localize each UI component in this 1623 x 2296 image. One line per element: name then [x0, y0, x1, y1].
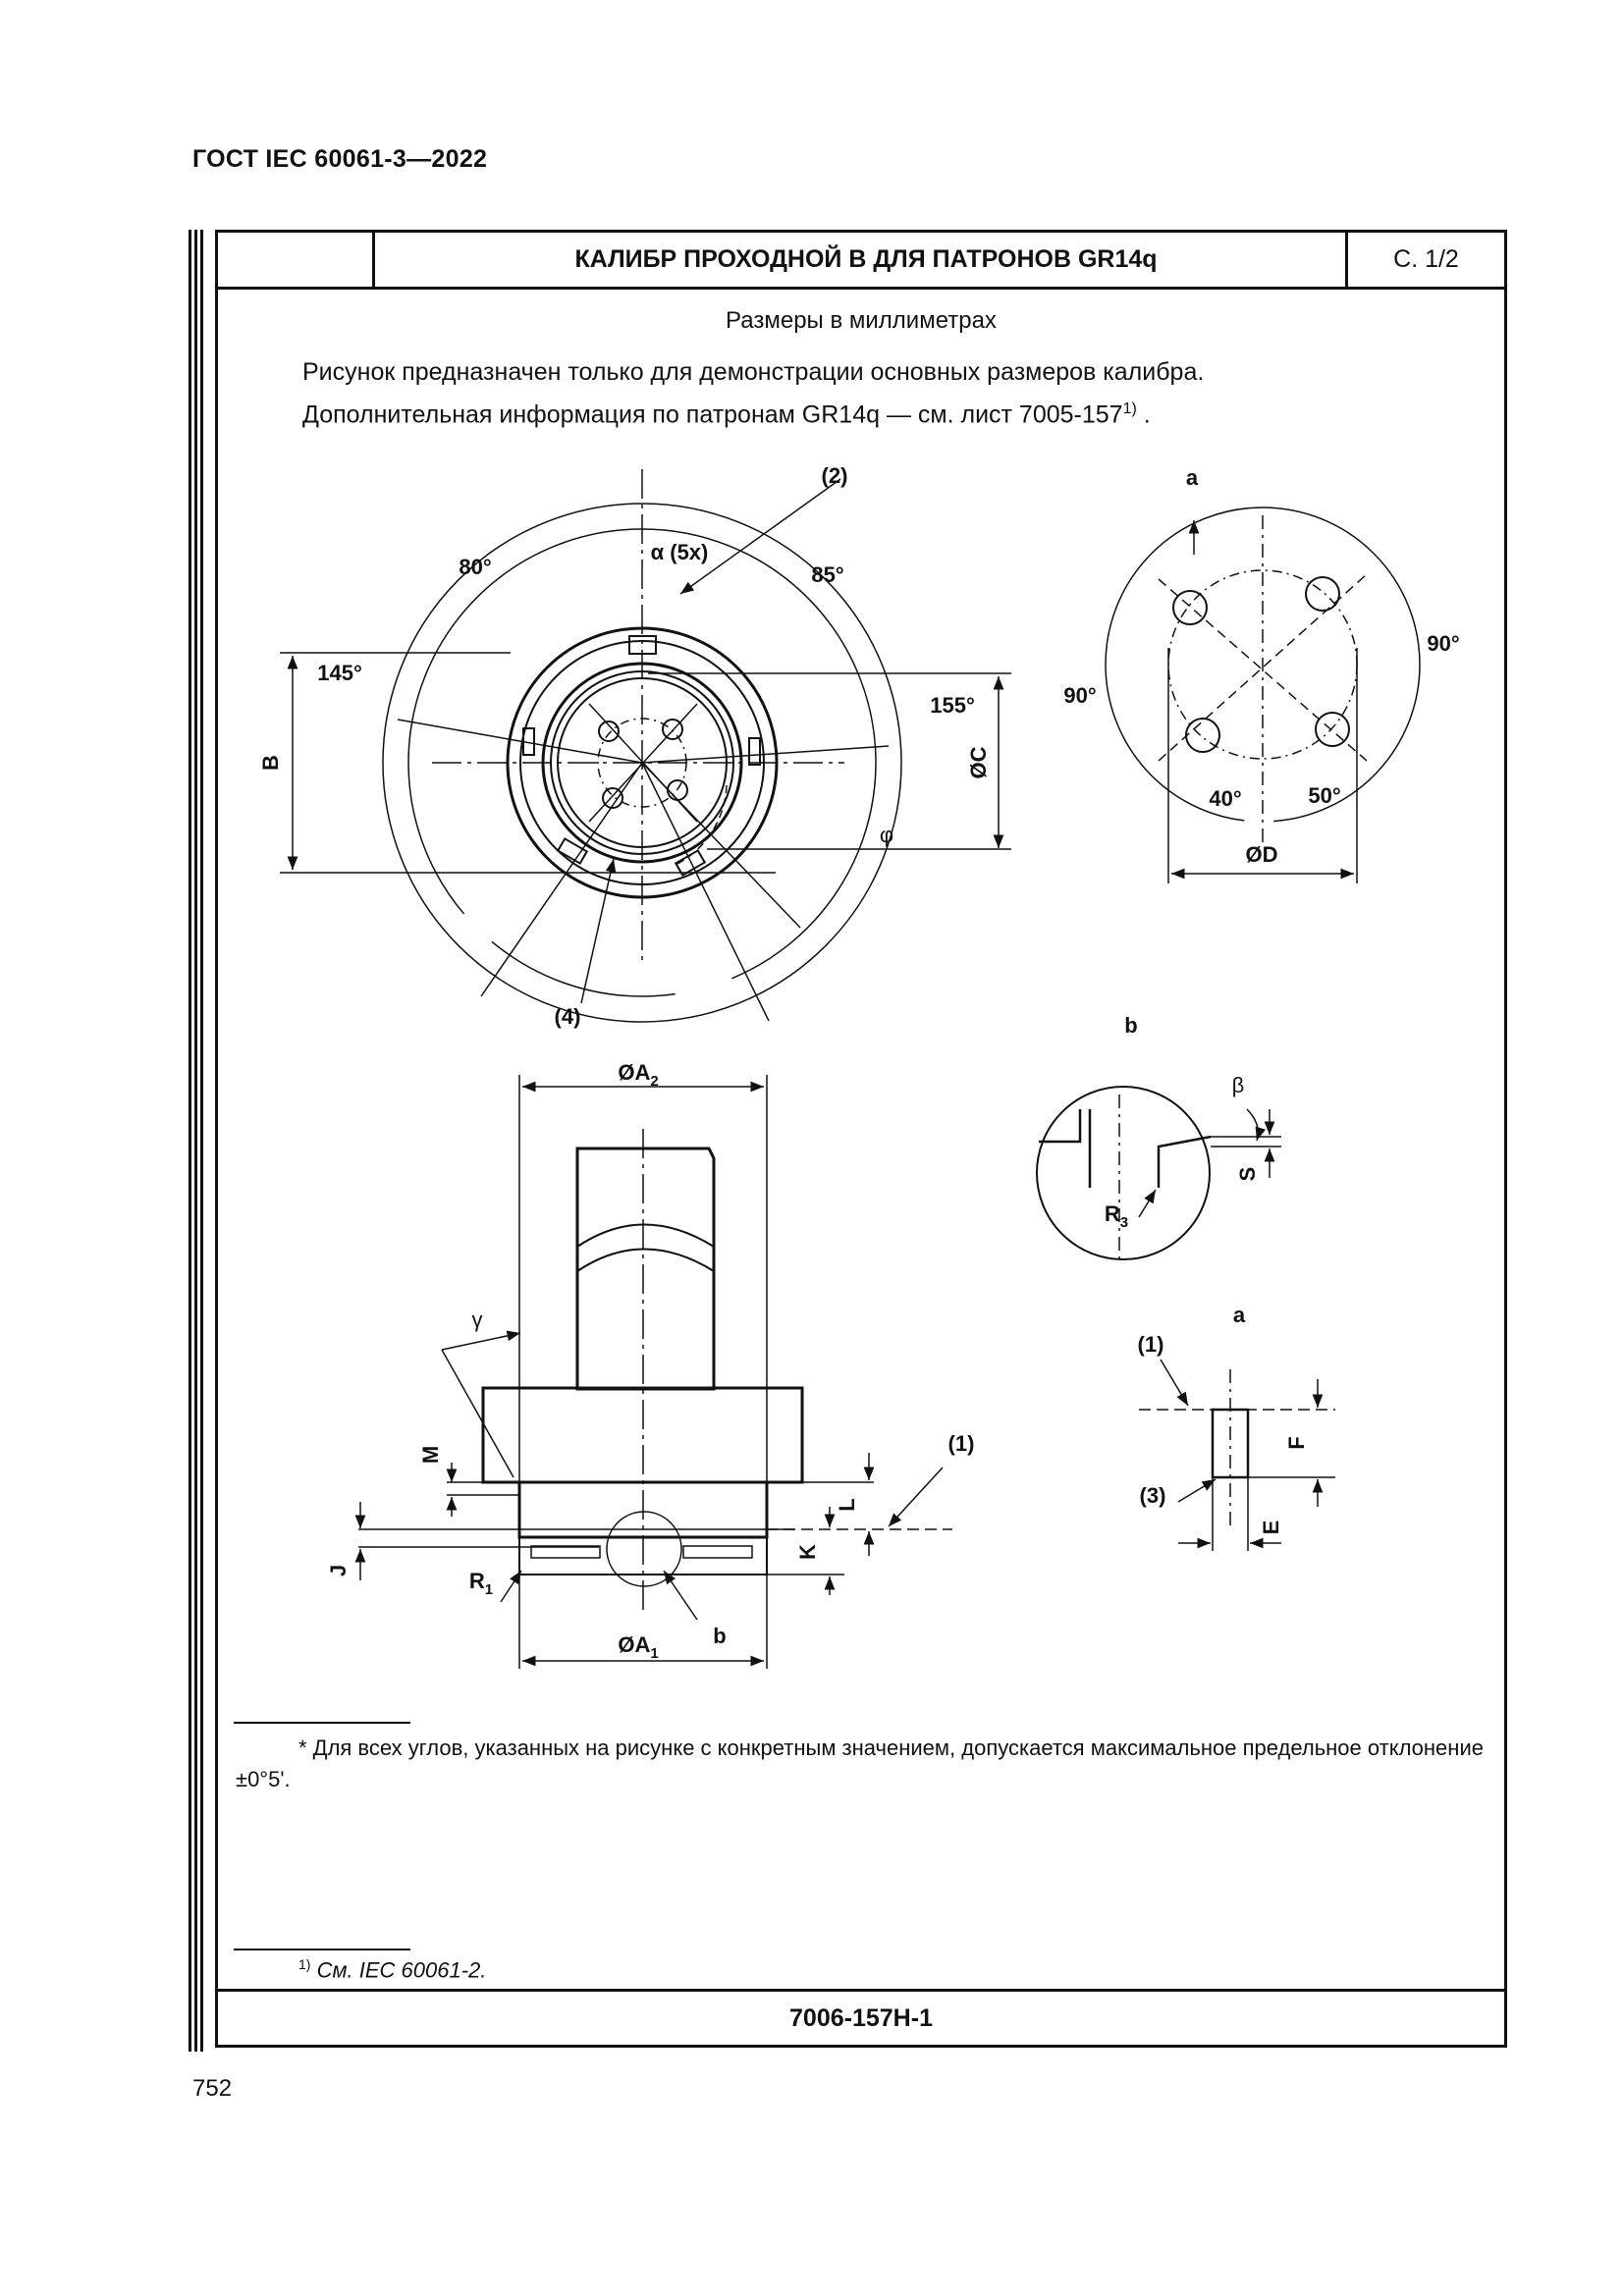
detail-a-callout-3-leader: [1178, 1479, 1216, 1502]
R1-sub: 1: [484, 1581, 494, 1598]
phi-ray: [642, 763, 800, 928]
angle-40-label: 40°: [1209, 786, 1242, 811]
detail-a-callout-3-label: (3): [1139, 1483, 1166, 1508]
sheet-number: 7006-157H-1: [218, 1989, 1504, 2045]
angle-90-right-label: 90°: [1427, 631, 1460, 656]
R3-leader: [1139, 1190, 1156, 1217]
units-note: Размеры в миллиметрах: [726, 307, 997, 334]
reference-footnote-text: См. IEC 60061-2.: [316, 1957, 487, 1983]
dim-D-label: ØD: [1245, 842, 1278, 867]
R3-main: R: [1104, 1201, 1120, 1226]
sheet-page-ref: С. 1/2: [1345, 233, 1504, 287]
beta-arc: [1247, 1109, 1258, 1141]
document-header: ГОСТ IEC 60061-3—2022: [192, 145, 488, 173]
R1-label: [469, 1569, 493, 1598]
alpha-label: α (5x): [650, 540, 709, 564]
detail-a-callout-1-label: (1): [1137, 1332, 1164, 1357]
hole-2: [1306, 577, 1339, 611]
angle-155-label: 155°: [930, 693, 975, 718]
base-slot-right: [683, 1546, 752, 1558]
angles-footnote: * Для всех углов, указанных на рисунке с конкретным значением, допускается максимальное предельное отклонение ±0°5'.: [236, 1735, 1484, 1791]
detail-a-view: [1139, 1360, 1335, 1551]
gamma-label: γ: [471, 1308, 483, 1332]
angle-155-ray: [642, 763, 769, 1021]
angle-50-label: 50°: [1308, 783, 1341, 808]
dim-B-label: B: [258, 755, 283, 771]
shaft: [577, 1148, 714, 1389]
dim-C-label: ØC: [966, 746, 991, 779]
dim-F-label: F: [1284, 1436, 1309, 1450]
R1-leader: [501, 1571, 521, 1602]
hole-1: [1173, 591, 1207, 624]
gamma-line: [442, 1350, 514, 1477]
top-view: [280, 469, 1011, 1022]
gamma-arrow: [442, 1333, 520, 1350]
dim-M-label: M: [418, 1445, 443, 1465]
detail-a-callout-1-leader: [1161, 1360, 1188, 1406]
intro-line-2-text: Дополнительная информация по патронам GR14q — см. лист 7005-157: [302, 400, 1123, 429]
intro-line-2-end: .: [1143, 400, 1151, 429]
reference-footnote-marker: 1): [298, 1956, 311, 1972]
angle-85-ray: [642, 746, 889, 763]
dim-A2-main: ØA: [618, 1060, 651, 1085]
hole-pattern-view: [1106, 507, 1420, 883]
angle-145-ray: [481, 763, 642, 996]
dim-A2-sub: 2: [650, 1073, 659, 1090]
sheet-title: КАЛИБР ПРОХОДНОЙ В ДЛЯ ПАТРОНОВ GR14q: [574, 245, 1158, 273]
base-slot-left: [531, 1546, 600, 1558]
callout-2-label: (2): [821, 463, 848, 488]
view-a-label: a: [1185, 465, 1199, 490]
hole-3: [1186, 719, 1219, 752]
dim-A2-label: [618, 1060, 658, 1090]
intro-line-1: Рисунок предназначен только для демонстрации основных размеров калибра.: [302, 358, 1205, 386]
beta-label: β: [1231, 1073, 1245, 1097]
detail-b-ref-label: b: [713, 1624, 727, 1648]
phi-label: φ: [879, 823, 894, 847]
R1-main: R: [468, 1569, 485, 1593]
R3-sub: 3: [1119, 1214, 1129, 1231]
side-view: [358, 1075, 952, 1669]
callout-4-leader: [581, 859, 614, 1003]
callout-4-label: (4): [554, 1004, 581, 1029]
dim-K-label: K: [795, 1544, 820, 1560]
dim-E-label: E: [1259, 1520, 1283, 1535]
detail-a-title: a: [1232, 1303, 1246, 1327]
footnote-rule-2: [234, 1949, 410, 1950]
shaft-groove-bottom: [577, 1250, 714, 1272]
R3-label: [1105, 1201, 1128, 1231]
dim-S-label: S: [1235, 1166, 1260, 1182]
reference-footnote: [298, 1956, 486, 1983]
dim-L-label: L: [835, 1498, 859, 1512]
detail-b-profile-right: [1159, 1137, 1211, 1188]
shaft-groove-top: [577, 1225, 714, 1248]
angle-85-label: 85°: [811, 562, 844, 587]
angle-80-label: 80°: [459, 555, 492, 579]
callout-1-leader: [889, 1468, 943, 1526]
footnote-rule-1: [234, 1722, 410, 1724]
dim-A1-sub: 1: [650, 1645, 659, 1662]
angle-145-label: 145°: [317, 661, 362, 685]
detail-b-title: b: [1124, 1013, 1138, 1038]
angle-90-left-label: 90°: [1063, 683, 1097, 708]
hole-4: [1316, 713, 1349, 746]
dim-A1-main: ØA: [618, 1632, 651, 1657]
dim-A1-label: [618, 1632, 658, 1662]
dim-J-label: J: [326, 1564, 351, 1577]
page-number: 752: [192, 2075, 233, 2102]
detail-b-leader: [664, 1571, 697, 1620]
callout-1-label: (1): [947, 1431, 975, 1456]
intro-footnote-ref: 1): [1122, 400, 1137, 417]
detail-b-circle-large: [1037, 1087, 1210, 1259]
notch-right: [749, 738, 760, 765]
